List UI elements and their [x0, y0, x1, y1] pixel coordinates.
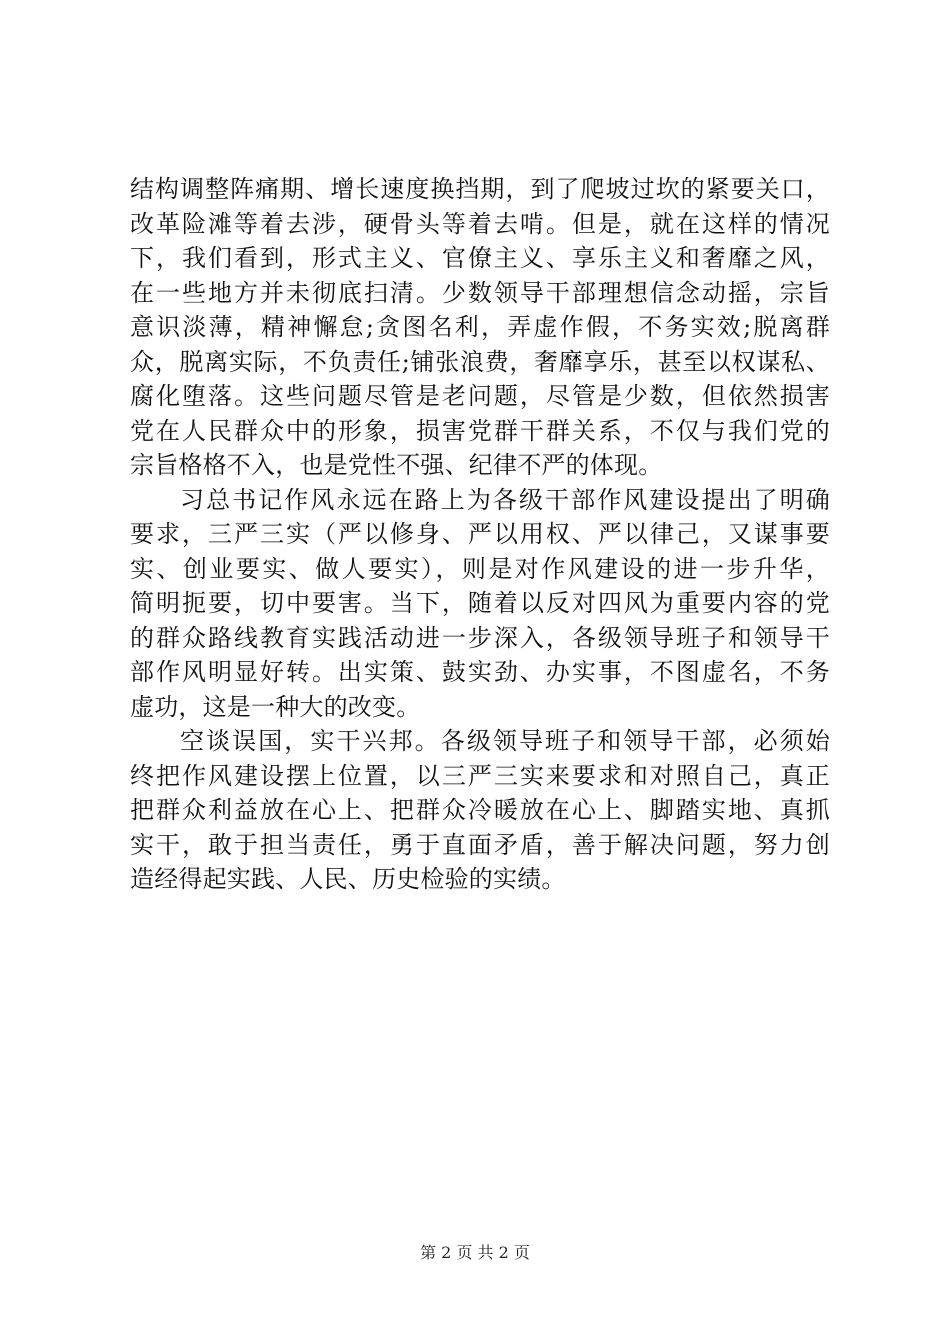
text-line: 简明扼要，切中要害。当下，随着以反对四风为重要内容的党	[130, 589, 830, 617]
text-line: 结构调整阵痛期、增长速度换挡期，到了爬坡过坎的紧要关口，	[130, 175, 830, 203]
text-line: 实干，敢于担当责任，勇于直面矛盾，善于解决问题，努力创	[130, 830, 830, 859]
page-number-footer: 第 2 页 共 2 页	[420, 1243, 530, 1262]
text-line: 改革险滩等着去涉，硬骨头等着去啃。但是，就在这样的情况	[130, 209, 830, 238]
text-line: 的群众路线教育实践活动进一步深入，各级领导班子和领导干	[130, 623, 830, 652]
body-text	[130, 172, 830, 897]
paragraph	[130, 483, 830, 725]
text-line: 实、创业要实、做人要实），则是对作风建设的进一步升华，	[130, 554, 830, 583]
text-line: 要求，三严三实（严以修身、严以用权、严以律己，又谋事要	[130, 520, 830, 548]
text-line: 把群众利益放在心上、把群众冷暖放在心上、脚踏实地、真抓	[130, 796, 830, 824]
text-line: 造经得起实践、人民、历史检验的实绩。	[130, 865, 566, 893]
text-line: 众，脱离实际，不负责任;铺张浪费，奢靡享乐，甚至以权谋私、	[130, 347, 830, 376]
text-line: 虚功，这是一种大的改变。	[130, 692, 421, 721]
text-line: 宗旨格格不入，也是党性不强、纪律不严的体现。	[130, 451, 663, 479]
paragraph	[130, 724, 830, 897]
text-line: 党在人民群众中的形象，损害党群干群关系，不仅与我们党的	[130, 416, 830, 445]
text-line: 空谈误国，实干兴邦。各级领导班子和领导干部，必须始	[180, 727, 830, 755]
text-line: 部作风明显好转。出实策、鼓实劲、办实事，不图虚名，不务	[130, 658, 830, 686]
text-line: 终把作风建设摆上位置，以三严三实来要求和对照自己，真正	[130, 761, 830, 790]
text-line: 腐化堕落。这些问题尽管是老问题，尽管是少数，但依然损害	[130, 382, 830, 410]
paragraph	[130, 172, 830, 483]
text-line: 在一些地方并未彻底扫清。少数领导干部理想信念动摇，宗旨	[130, 278, 830, 307]
text-line: 习总书记作风永远在路上为各级干部作风建设提出了明确	[180, 485, 830, 514]
text-line: 下，我们看到，形式主义、官僚主义、享乐主义和奢靡之风，	[130, 244, 830, 272]
text-line: 意识淡薄，精神懈怠;贪图名利，弄虚作假，不务实效;脱离群	[130, 313, 830, 341]
